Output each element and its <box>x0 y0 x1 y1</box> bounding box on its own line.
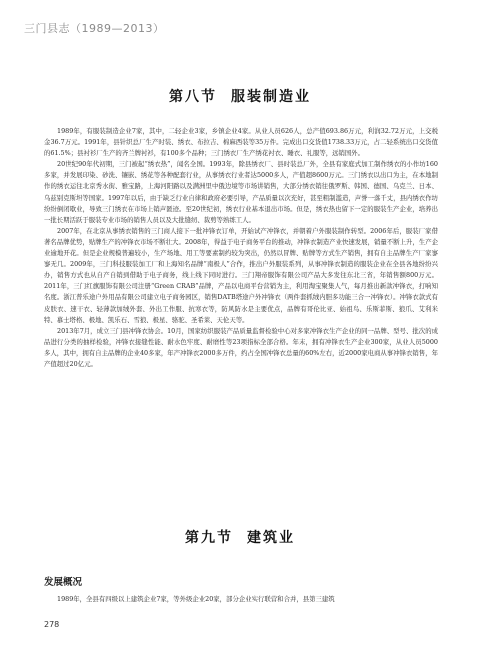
section-8-number: 第八节 <box>169 89 217 105</box>
section-9-number: 第九节 <box>185 530 233 546</box>
section-8-body <box>44 126 438 370</box>
page-number: 278 <box>44 620 60 629</box>
section-8-title <box>0 86 480 106</box>
section-9-title <box>0 527 480 547</box>
paragraph: 20世纪90年代初期，三门被起“绣衣热”，闻名全国。1993年，除县绣衣厂、县时装总厂外，全县有家庭式加工制作绣衣的小作坊160多家，并发展印染、砂洗、镶嵌、绣花等各种配套行业，从事绣衣行业者达5000多人，产值超8600万元。三门绣衣以出口为主，在本地制作的绣衣运往北京秀水街、雅宝路，上海河阳路以及满洲里中俄边境等市场讲销售，大部分绣衣销往俄罗斯、韩国、德国、乌克兰、日本、乌兹别克斯坦等国家。1997年以后，由于缺乏行业自律和政府必要引导，产品质量以次充好，甚至粗制滥造，声誉一落千丈，县内绣衣作坊纷纷倒闭歇业，导致三门绣衣在市场上销声匿迹。至20世纪初，绣衣行业基本退出市场。但是，绣衣热也留下一定的服装生产企业，培养出一批长期活跃于服装专业市场的销售人员以及大批缝纫、裁剪等熟练工人。 <box>44 160 438 224</box>
paragraph: 1989年，有服装制造企业7家，其中，二轻企业3家，乡镇企业4家。从业人员626人，总产值693.86万元，利润32.72万元，上交税金36.7万元。1991年，县针织总厂生产时装、绣衣、布拉吉、棉麻西装等35万件。完成出口交货值1738.33万元，占二轻系统出口交货值的61.5%；县衬衫厂生产的齐兰牌衬衫，有100多个品种；三门绣衣厂生产绣花衬衣、睡衣、礼服等，远销国外。 <box>44 127 438 158</box>
section-8-name: 服装制造业 <box>231 89 311 105</box>
running-header: 三门县志（1989—2013） <box>24 22 165 35</box>
paragraph: 2007年，在北京从事绣衣销售的三门商人接下一批冲锋衣订单，开始试产冲锋衣，并朝着户外服装制作转型。2006年后，服装厂家借著名品牌优势，贴牌生产的冲锋衣市场不断壮大。2008年，得益于电子商务平台的推动，冲锋衣制造产业快速发展，销量不断上升，生产企业逾地开花。但是企业规模普遍较小，生产场地、用工等要素制约较为突出，仍然以冒牌、贴牌等方式生产销售，拥有自主品牌生产厂家寥寥无几。2009年，三门科技服装加工厂和上海知名品牌“南极人”合作，推出户外服装系列，从事冲锋衣制造的服装企业在全县各地纷纷兴办，销售方式也从自产自销到借助于电子商务，线上线下同时进行。三门翔帝服饰有限公司产品大多发往东北三省，年销售额800万元。2011年，三门红旗服饰有限公司注册“Green CRAB”品牌，产品以电商平台营销为主，利用淘宝聚集人气，每月推出新款冲锋衣，打响知名度。浙江普乐途户外用品有限公司建立电子商务园区，销售DATB塔途户外冲锋衣（两件套抓绒内胆多功能三合一冲锋衣）。冲锋衣款式有皮肤衣、速干衣、轻薄款加绒外套、外出工作服、抗寒衣等，防风防水是主要优点，品牌有哥伦比亚、始祖鸟、乐斯菲斯、狼爪、艾利米特、慕士塔格、极地、凯乐石、雪狼、极星、骆驼、圣希莱、天伦天等。 <box>44 226 438 324</box>
section-9-name: 建筑业 <box>247 530 295 546</box>
subheading: 发展概况 <box>44 577 83 588</box>
paragraph: 1989年，全县有四级以上建筑企业7家，等外级企业20家，部分企业实行联营和合并，县第三建筑 <box>57 595 335 603</box>
paragraph: 2013年7月，成立三门县冲锋衣协会。10月，国家纺织服装产品质量监督检验中心对多家冲锋衣生产企业的同一品牌、型号、批次的成品进行分类的抽样检验，冲锋衣接缝性能、耐水色牢度、耐磨性等23项指标全部合格。年末，拥有冲锋衣生产企业300家，从业人员5000多人，其中，拥有自主品牌的企业40多家，年产冲锋衣2000多万件，约占全国冲锋衣总量的60%左右，近2000家电商从事冲锋衣销售，年产值超过20亿元。 <box>44 326 438 368</box>
section-9-body <box>44 594 438 605</box>
